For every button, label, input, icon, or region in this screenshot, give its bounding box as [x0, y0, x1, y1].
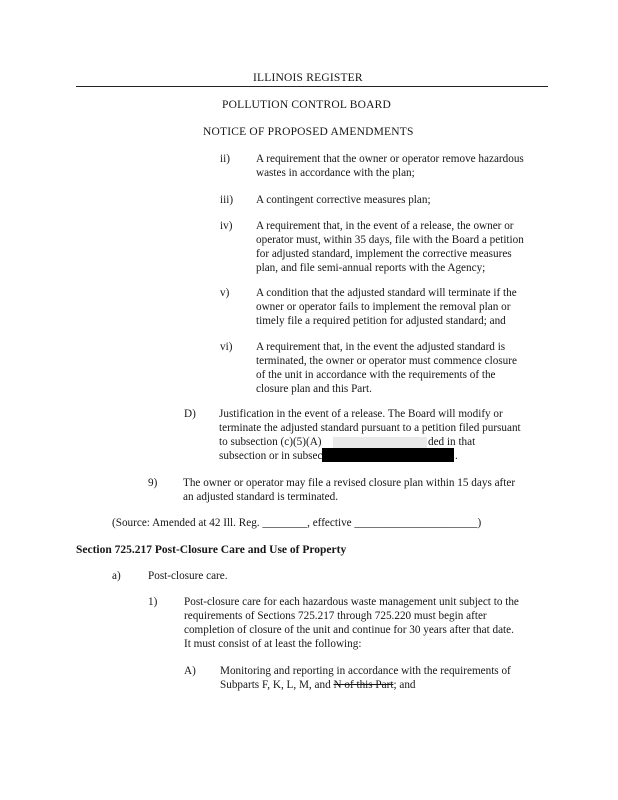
item-D-marker: D)	[184, 408, 196, 420]
register-title: ILLINOIS REGISTER	[253, 72, 363, 84]
item-ii-line-1: A requirement that the owner or operator remove hazardous	[256, 153, 524, 165]
item-v-line-2: owner or operator fails to implement the removal plan or	[256, 301, 511, 313]
item-ii-marker: ii)	[220, 153, 230, 165]
redaction-block	[322, 448, 454, 462]
item-1-marker: 1)	[148, 596, 158, 608]
item-iii-line-1: A contingent corrective measures plan;	[256, 194, 431, 206]
header-rule	[76, 86, 548, 87]
redaction-mark-light	[333, 437, 427, 448]
item-vi-line-3: of the unit in accordance with the requirements of the	[256, 369, 496, 381]
item-9-line-2: an adjusted standard is terminated.	[183, 491, 339, 503]
item-D-line-2: terminate the adjusted standard pursuant to a petition filed pursuant	[219, 422, 521, 434]
item-a-marker: a)	[112, 570, 121, 582]
item-iv-line-3: for adjusted standard, implement the corrective measures	[256, 248, 512, 260]
item-vi-line-2: terminated, the owner or operator must commence closure	[256, 355, 517, 367]
item-D-line-1: Justification in the event of a release. The Board will modify or	[219, 408, 503, 420]
item-v-marker: v)	[220, 287, 230, 299]
item-ii-line-2: wastes in accordance with the plan;	[256, 167, 415, 179]
item-A-line-2-start: Subparts F, K, L, M, and	[220, 679, 334, 691]
item-1-line-2: requirements of Sections 725.217 through 725.220 must begin after	[184, 610, 487, 622]
item-1-line-4: It must consist of at least the following:	[184, 638, 362, 650]
item-vi-line-1: A requirement that, in the event the adjusted standard is	[256, 341, 506, 353]
item-vi-line-4: closure plan and this Part.	[256, 383, 372, 395]
item-vi-marker: vi)	[220, 341, 233, 353]
item-1-line-3: completion of closure of the unit and continue for 30 years after that date.	[184, 624, 514, 636]
item-iv-line-1: A requirement that, in the event of a release, the owner or	[256, 220, 514, 232]
item-A-marker: A)	[184, 665, 196, 677]
item-D-line-4b: .	[455, 450, 458, 462]
item-1-line-1: Post-closure care for each hazardous waste management unit subject to the	[184, 596, 519, 608]
item-A-line-1: Monitoring and reporting in accordance with the requirements of	[220, 665, 511, 677]
notice-title: NOTICE OF PROPOSED AMENDMENTS	[203, 126, 414, 138]
item-iii-marker: iii)	[220, 194, 234, 206]
section-heading: Section 725.217 Post-Closure Care and Use of Property	[76, 544, 347, 556]
item-iv-line-2: operator must, within 35 days, file with the Board a petition	[256, 234, 524, 246]
item-A-line-2-end: ; and	[393, 679, 416, 691]
item-D-line-4a: subsection or in subsec	[219, 450, 323, 462]
item-A-struck-text: N of this Part	[333, 679, 394, 691]
board-title: POLLUTION CONTROL BOARD	[222, 99, 392, 111]
item-iv-line-4: plan, and file semi-annual reports with the Agency;	[256, 262, 486, 274]
item-v-line-1: A condition that the adjusted standard will terminate if the	[256, 287, 517, 299]
item-v-line-3: timely file a required petition for adjusted standard; and	[256, 315, 506, 327]
item-D-line-3a: to subsection (c)(5)(A)	[219, 436, 322, 448]
item-iv-marker: iv)	[220, 220, 233, 232]
source-note: (Source: Amended at 42 Ill. Reg. ________, effective ______________________)	[112, 517, 482, 529]
item-D-line-3b: ded in that	[428, 436, 476, 448]
item-A-line-2	[220, 678, 416, 692]
item-a-text: Post-closure care.	[148, 570, 228, 582]
item-9-marker: 9)	[148, 477, 158, 489]
item-9-line-1: The owner or operator may file a revised closure plan within 15 days after	[183, 477, 516, 489]
